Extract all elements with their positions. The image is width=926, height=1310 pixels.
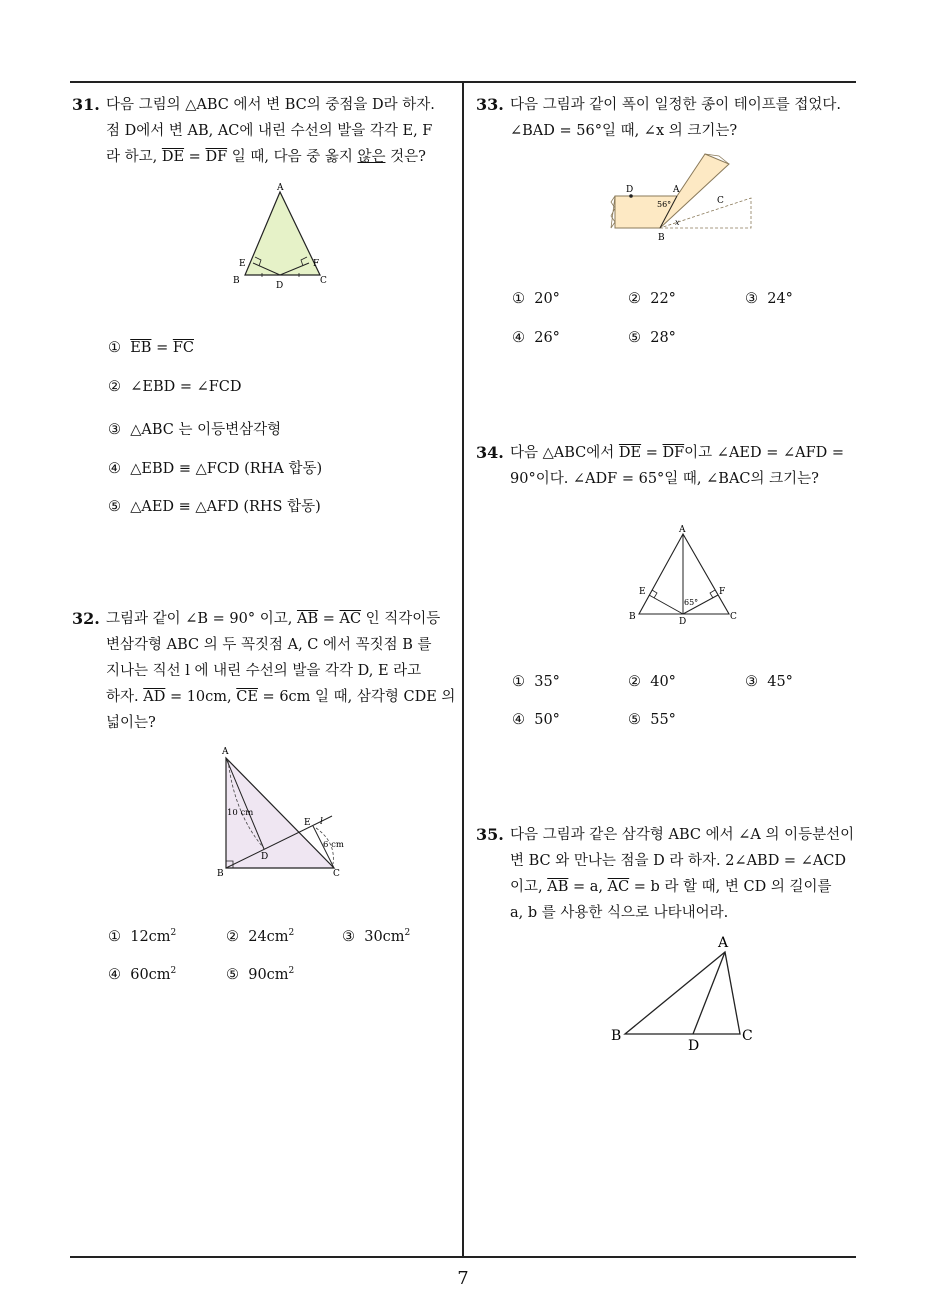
choice-31-3[interactable]: ③ △ABC 는 이등변삼각형	[108, 422, 282, 438]
choice-32-5[interactable]: ⑤ $90cm^2$	[226, 966, 295, 983]
choice-34-1[interactable]: ① 35°	[512, 674, 560, 690]
choice-33-2[interactable]: ② 22°	[628, 291, 676, 307]
question-line: 그림과 같이 ∠B = 90° 이고, $\overline{AB} = \overline{AC}$ 인 직각이등	[106, 611, 441, 627]
column-divider	[462, 82, 464, 1258]
label-A: A	[222, 747, 229, 757]
segment-df: $\overline{DF}$	[205, 149, 228, 165]
problem-number: 35.	[476, 825, 504, 844]
question-line: 다음 △ABC에서 $\overline{DE} = \overline{DF}$이고 ∠AED = ∠AFD =	[510, 445, 845, 461]
segment-de: $\overline{DE}$	[161, 149, 185, 165]
label-C: C	[730, 612, 737, 622]
figure-34	[625, 522, 745, 627]
choice-32-2[interactable]: ② $24cm^2$	[226, 928, 295, 945]
label-A: A	[718, 935, 729, 951]
label-D: D	[679, 617, 687, 627]
problem-34	[476, 440, 844, 492]
label-D: D	[626, 185, 634, 195]
choice-33-5[interactable]: ⑤ 28°	[628, 330, 676, 346]
question-line: a, b 를 사용한 식으로 나타내어라.	[510, 905, 729, 921]
question-line: 90°이다. ∠ADF = 65°일 때, ∠BAC의 크기는?	[510, 471, 819, 487]
label-angle-65: 65°	[684, 598, 699, 607]
choice-32-4[interactable]: ④ $60cm^2$	[108, 966, 177, 983]
label-B: B	[611, 1028, 622, 1044]
label-E: E	[639, 587, 646, 597]
figure-33	[605, 150, 760, 245]
figure-31	[225, 180, 335, 290]
choice-34-3[interactable]: ③ 45°	[745, 674, 793, 690]
choice-33-3[interactable]: ③ 24°	[745, 291, 793, 307]
label-ad: 10 cm	[227, 808, 254, 818]
label-A: A	[679, 525, 686, 535]
question-line: 변삼각형 ABC 의 두 꼭짓점 A, C 에서 꼭짓점 B 를	[106, 637, 432, 653]
choice-32-1[interactable]: ① $12cm^2$	[108, 928, 177, 945]
choice-31-4[interactable]: ④ △EBD ≡ △FCD (RHA 합동)	[108, 461, 323, 477]
label-C: C	[320, 276, 327, 286]
question-line: 다음 그림의 △ABC 에서 변 BC의 중점을 D라 하자.	[106, 97, 435, 113]
label-x: x	[675, 218, 680, 227]
choice-31-1[interactable]: ① $\overline{EB} = \overline{FC}$	[108, 340, 194, 356]
problem-number: 31.	[72, 95, 100, 114]
choice-34-2[interactable]: ② 40°	[628, 674, 676, 690]
choice-33-4[interactable]: ④ 26°	[512, 330, 560, 346]
label-F: F	[719, 587, 726, 597]
question-line: ∠BAD = 56°일 때, ∠x 의 크기는?	[510, 123, 738, 139]
problem-33	[476, 92, 841, 144]
label-angle-56: 56°	[657, 200, 672, 209]
question-line: 넓이는?	[106, 715, 156, 731]
question-line: 하자. $\overline{AD} = 10cm$, $\overline{CE} = 6cm$ 일 때, 삼각형 CDE 의	[106, 689, 456, 705]
choice-32-3[interactable]: ③ $30cm^2$	[342, 928, 411, 945]
label-B: B	[658, 233, 665, 243]
label-D: D	[688, 1038, 700, 1054]
question-line: 이고, $\overline{AB} = a$, $\overline{AC} = b$ 라 할 때, 변 CD 의 길이를	[510, 879, 832, 895]
choice-34-5[interactable]: ⑤ 55°	[628, 712, 676, 728]
underlined-word: 않은	[357, 149, 386, 165]
page-number: 7	[457, 1268, 469, 1289]
choice-34-4[interactable]: ④ 50°	[512, 712, 560, 728]
label-ce: 6 cm	[323, 840, 344, 850]
label-B: B	[629, 612, 636, 622]
choice-31-5[interactable]: ⑤ △AED ≡ △AFD (RHS 합동)	[108, 499, 321, 515]
problem-number: 32.	[72, 609, 100, 628]
question-line: 라 하고, $\overline{DE} = \overline{DF}$ 일 때, 다음 중 옳지 않은 것은?	[106, 149, 426, 165]
problem-35	[476, 822, 854, 926]
question-line: 다음 그림과 같이 폭이 일정한 종이 테이프를 접었다.	[510, 97, 842, 113]
label-B: B	[217, 869, 224, 879]
question-line: 점 D에서 변 AB, AC에 내린 수선의 발을 각각 E, F	[106, 123, 433, 139]
label-A: A	[277, 183, 284, 193]
label-C: C	[333, 869, 340, 879]
label-C: C	[742, 1028, 753, 1044]
choice-33-1[interactable]: ① 20°	[512, 291, 560, 307]
figure-32	[212, 742, 362, 882]
choice-31-2[interactable]: ② ∠EBD = ∠FCD	[108, 379, 242, 395]
question-line: 다음 그림과 같은 삼각형 ABC 에서 ∠A 의 이등분선이	[510, 827, 855, 843]
question-line: 변 BC 와 만나는 점을 D 라 하자. 2∠ABD = ∠ACD	[510, 853, 847, 869]
question-line: 지나는 직선 l 에 내린 수선의 발을 각각 D, E 라고	[106, 663, 422, 679]
problem-31	[72, 92, 435, 170]
label-E: E	[304, 818, 311, 828]
problem-32	[72, 606, 455, 736]
figure-35	[605, 930, 770, 1055]
label-l: l	[320, 817, 323, 827]
label-D: D	[276, 281, 284, 290]
label-B: B	[233, 276, 240, 286]
label-D: D	[261, 852, 269, 862]
problem-number: 34.	[476, 443, 504, 462]
bottom-rule	[70, 1256, 856, 1258]
label-C: C	[717, 196, 724, 206]
label-F: F	[313, 259, 320, 269]
problem-number: 33.	[476, 95, 504, 114]
label-E: E	[239, 259, 246, 269]
label-A: A	[673, 185, 680, 195]
